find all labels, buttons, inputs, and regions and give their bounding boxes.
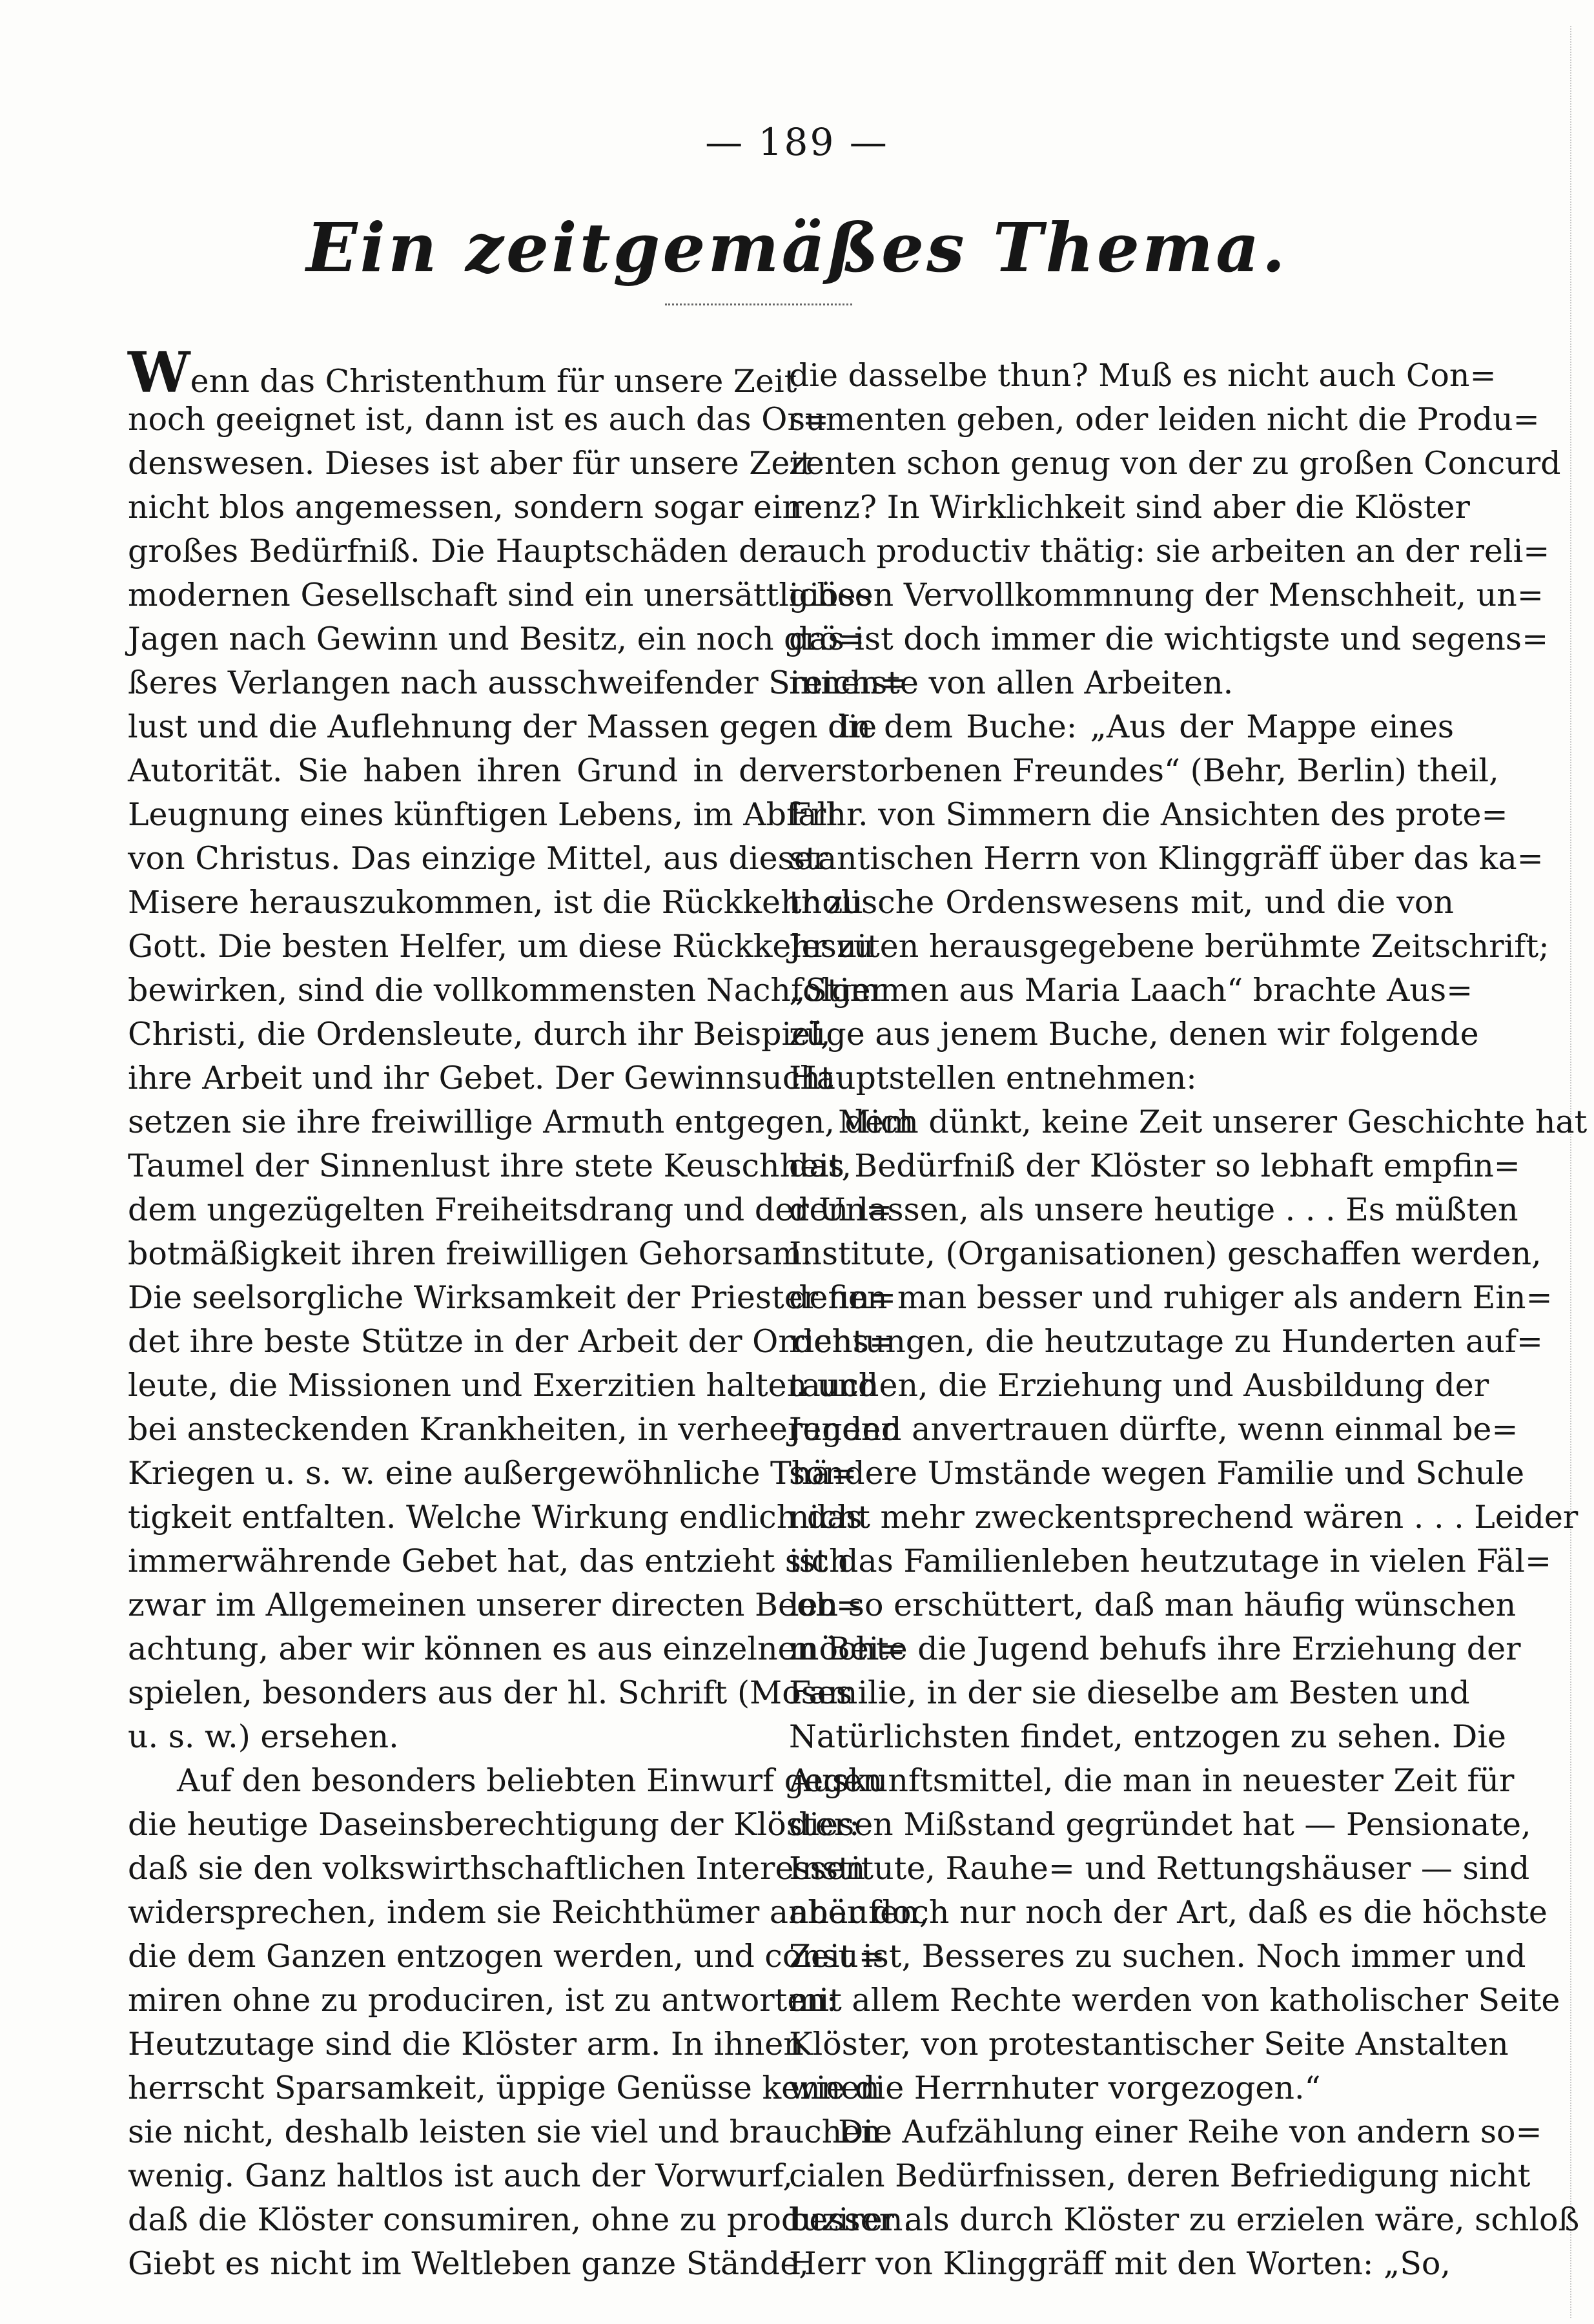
text-line: zenten schon genug von der zu großen Concurd (789, 445, 1561, 482)
text-line: setzen sie ihre freiwillige Armuth entgegen, dem (128, 1104, 914, 1140)
text-line: tholische Ordenswesens mit, und die von (789, 884, 1454, 921)
left-text-column (128, 340, 930, 2286)
text-line: möchte die Jugend behufs ihre Erziehung der (789, 1630, 1521, 1667)
text-line: von Christus. Das einzige Mittel, aus dieser (128, 840, 828, 877)
text-line: Auf den besonders beliebten Einwurf gegen (177, 1762, 883, 1799)
text-line: stantischen Herrn von Klinggräff über das ka= (789, 840, 1544, 877)
text-line: Taumel der Sinnenlust ihre stete Keuschheit, (128, 1147, 852, 1184)
text-line: Familie, in der sie dieselbe am Besten und (789, 1674, 1470, 1711)
text-line: achtung, aber wir können es aus einzelnen Bei= (128, 1630, 906, 1667)
text-line: Jagen nach Gewinn und Besitz, ein noch grö= (128, 621, 865, 657)
text-line: Giebt es nicht im Weltleben ganze Stände, (128, 2245, 809, 2282)
text-line: Leugnung eines künftigen Lebens, im Abfall (128, 796, 837, 833)
text-line: det ihre beste Stütze in der Arbeit der Ordens= (128, 1323, 895, 1360)
text-line: renz? In Wirklichkeit sind aber die Klöster (789, 489, 1470, 526)
text-line: Mich dünkt, keine Zeit unserer Geschichte hat (838, 1104, 1588, 1140)
title-ornament (665, 303, 852, 305)
text-line: sie nicht, deshalb leisten sie viel und brauchen (128, 2113, 881, 2150)
text-line: wenig. Ganz haltlos ist auch der Vorwurf, (128, 2157, 793, 2194)
text-line: sumenten geben, oder leiden nicht die Produ= (789, 401, 1540, 438)
text-line: die heutige Daseinsberechtigung der Klöster: (128, 1806, 860, 1843)
text-line: Institute, (Organisationen) geschaffen werden, (789, 1235, 1542, 1272)
text-line: denswesen. Dieses ist aber für unsere Zeit (128, 445, 813, 482)
article-title: Ein zeitgemäßes Thema. (306, 208, 1288, 287)
text-line: In dem Buche: „Aus der Mappe eines (838, 708, 1454, 745)
text-line: spielen, besonders aus der hl. Schrift (Moses (128, 1674, 853, 1711)
drop-cap: W (128, 340, 190, 406)
text-line: besser als durch Klöster zu erzielen wäre, schloß (789, 2201, 1580, 2238)
text-line: u. s. w.) ersehen. (128, 1718, 399, 1755)
page-number: — 189 — (705, 120, 889, 164)
text-line: Die seelsorgliche Wirksamkeit der Priester fin= (128, 1279, 896, 1316)
text-line: tauchen, die Erziehung und Ausbildung der (789, 1367, 1489, 1404)
text-line: nicht mehr zweckentsprechend wären . . . Leider (789, 1499, 1579, 1536)
text-line: Wenn das Christenthum für unsere Zeit (128, 340, 797, 406)
right-text-column (789, 354, 1588, 2286)
text-line: cialen Bedürfnissen, deren Befriedigung nicht (789, 2157, 1531, 2194)
text-line: auch productiv thätig: sie arbeiten an der reli= (789, 533, 1550, 570)
text-line: Hauptstellen entnehmen: (789, 1060, 1197, 1096)
text-line: miren ohne zu produciren, ist zu antworten: (128, 1982, 837, 2019)
text-line: wie die Herrnhuter vorgezogen.“ (789, 2070, 1321, 2106)
text-line: bewirken, sind die vollkommensten Nachfolger (128, 972, 886, 1009)
text-line: mit allem Rechte werden von katholischer Seite (789, 1982, 1560, 2019)
text-line: immerwährende Gebet hat, das entzieht sich (128, 1543, 850, 1579)
text-line: Jesuiten herausgegebene berühmte Zeitschrift; (789, 928, 1549, 965)
text-line: widersprechen, indem sie Reichthümer anhäufen, (128, 1894, 930, 1931)
text-line: Gott. Die besten Helfer, um diese Rückkehr zu (128, 928, 874, 965)
text-line: großes Bedürfniß. Die Hauptschäden der (128, 533, 793, 570)
text-line: Natürlichsten findet, entzogen zu sehen. Die (789, 1718, 1506, 1755)
text-line: tigkeit entfalten. Welche Wirkung endlich das (128, 1499, 863, 1536)
text-line: Christi, die Ordensleute, durch ihr Beispiel, (128, 1016, 831, 1053)
text-line: daß die Klöster consumiren, ohne zu produziren. (128, 2201, 913, 2238)
text-line: „Stimmen aus Maria Laach“ brachte Aus= (789, 972, 1473, 1009)
text-line: len so erschüttert, daß man häufig wünschen (789, 1587, 1517, 1623)
text-line: Zeit ist, Besseres zu suchen. Noch immer und (789, 1938, 1526, 1975)
text-line: denen man besser und ruhiger als andern Ein= (789, 1279, 1553, 1316)
text-line: Auskunftsmittel, die man in neuester Zeit für (789, 1762, 1515, 1799)
text-line: richtungen, die heutzutage zu Hunderten auf= (789, 1323, 1543, 1360)
text-line: ist das Familienleben heutzutage in vielen Fäl= (789, 1543, 1552, 1579)
text-line: leute, die Missionen und Exerzitien halten und (128, 1367, 879, 1404)
text-line: Herr von Klinggräff mit den Worten: „So, (789, 2245, 1451, 2282)
text-line: verstorbenen Freundes“ (Behr, Berlin) theil, (789, 752, 1499, 789)
text-line: Jugend anvertrauen dürfte, wenn einmal be= (789, 1411, 1518, 1448)
text-line: Misere herauszukommen, ist die Rückkehr zu (128, 884, 863, 921)
scan-edge-mark (1570, 26, 1573, 2318)
text-line: sondere Umstände wegen Familie und Schule (789, 1455, 1525, 1492)
text-line: nicht blos angemessen, sondern sogar ein (128, 489, 802, 526)
text-line: aber doch nur noch der Art, daß es die höchste (789, 1894, 1548, 1931)
text-line: diesen Mißstand gegründet hat — Pensionate, (789, 1806, 1531, 1843)
text-line: daß sie den volkswirthschaftlichen Interessen (128, 1850, 866, 1887)
text-line: das Bedürfniß der Klöster so lebhaft empfin= (789, 1147, 1520, 1184)
text-line: Autorität. Sie haben ihren Grund in der (128, 752, 793, 789)
text-line: botmäßigkeit ihren freiwilligen Gehorsam. (128, 1235, 812, 1272)
text-line: dem ungezügelten Freiheitsdrang und der Un= (128, 1191, 893, 1228)
text-line: giösen Vervollkommnung der Menschheit, un= (789, 577, 1544, 613)
text-line: das ist doch immer die wichtigste und segens= (789, 621, 1549, 657)
text-line: Heutzutage sind die Klöster arm. In ihnen (128, 2026, 804, 2062)
text-line: lust und die Auflehnung der Massen gegen die (128, 708, 877, 745)
text-line: bei ansteckenden Krankheiten, in verheerenden (128, 1411, 901, 1448)
text-line: die dem Ganzen entzogen werden, und consu= (128, 1938, 885, 1975)
text-line: Klöster, von protestantischer Seite Anstalten (789, 2026, 1509, 2062)
text-line: Kriegen u. s. w. eine außergewöhnliche Thä= (128, 1455, 857, 1492)
text-line: züge aus jenem Buche, denen wir folgende (789, 1016, 1479, 1053)
text-line: Die Aufzählung einer Reihe von andern so= (838, 2113, 1542, 2150)
text-line: noch geeignet ist, dann ist es auch das Or= (128, 401, 829, 438)
text-line: ihre Arbeit und ihr Gebet. Der Gewinnsucht (128, 1060, 833, 1096)
text-line: Institute, Rauhe= und Rettungshäuser — sind (789, 1850, 1530, 1887)
text-line: die dasselbe thun? Muß es nicht auch Con= (789, 357, 1497, 394)
text-line: herrscht Sparsamkeit, üppige Genüsse kennen (128, 2070, 880, 2106)
text-line: modernen Gesellschaft sind ein unersättliches (128, 577, 872, 613)
text-line: ßeres Verlangen nach ausschweifender Sinnen= (128, 664, 907, 701)
text-line: reichste von allen Arbeiten. (789, 664, 1234, 701)
text-line: den lassen, als unsere heutige . . . Es müßten (789, 1191, 1518, 1228)
text-line: zwar im Allgemeinen unserer directen Beob= (128, 1587, 863, 1623)
text-line: Frhr. von Simmern die Ansichten des prote= (789, 796, 1508, 833)
